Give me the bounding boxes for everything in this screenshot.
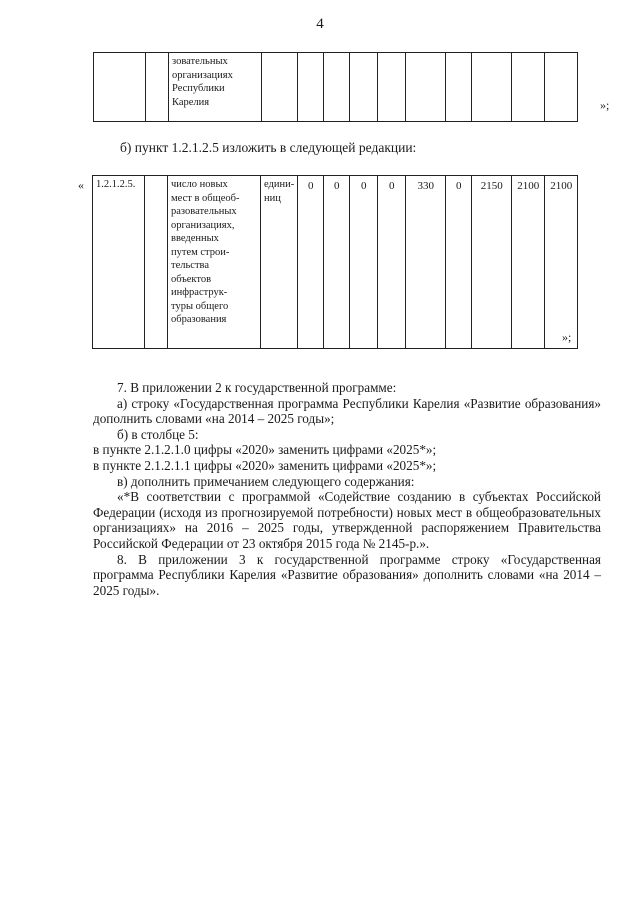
value-cell: 2100	[545, 176, 578, 349]
paragraph-7-note: «*В соответствии с программой «Содействие созданию в субъектах Российской Федерации (исходя из прогнозируемой потребности) новых мест в общеобразовательных организациях» на 2016 – 2025 годы, утвержденной распоряжением Правительства Российской Федерации от 23 октября 2015 года № 2145-р.».	[93, 489, 601, 551]
amendment-text	[93, 380, 601, 598]
indicator-name-cell	[169, 53, 262, 122]
table-cell	[545, 53, 578, 122]
cell-line: Республики	[172, 83, 225, 94]
value-cell: 2150	[472, 176, 512, 349]
paragraph-7b-item-2: в пункте 2.1.2.1.1 цифры «2020» заменить цифрами «2025*»;	[93, 457, 437, 473]
cell-line: Карелия	[172, 96, 210, 108]
value-cell: 0	[378, 176, 406, 349]
table-cell	[298, 53, 324, 122]
table-cell	[446, 53, 472, 122]
value-cell: 0	[350, 176, 378, 349]
value-cell: 0	[324, 176, 350, 349]
paragraph-7c: в) дополнить примечанием следующего содержания:	[117, 473, 415, 489]
unit-cell	[261, 176, 298, 349]
value-cell: 0	[446, 176, 472, 349]
paragraph-7b: б) в столбце 5:	[117, 426, 199, 442]
cell-line: тельства	[171, 260, 210, 271]
table-cell	[512, 53, 545, 122]
close-quote-mark: »;	[562, 330, 572, 344]
cell-line: зовательных	[172, 56, 228, 67]
table-cell	[94, 53, 146, 122]
paragraph-7a: а) строку «Государственная программа Республики Карелия «Развитие образования» дополнить словами «на 2014 – 2025 годы»;	[93, 395, 601, 427]
section-b-heading: б) пункт 1.2.1.2.5 изложить в следующей редакции:	[120, 140, 417, 155]
cell-line: едини-	[264, 179, 295, 190]
cell-line: объектов	[171, 273, 212, 285]
table-cell	[324, 53, 350, 122]
table-row	[93, 176, 578, 349]
cell-line: туры общего	[171, 300, 229, 312]
table-cell	[378, 53, 406, 122]
cell-line: ниц	[264, 192, 281, 204]
code-cell: 1.2.1.2.5.	[93, 176, 145, 349]
table-cell	[406, 53, 446, 122]
close-quote-mark: »;	[600, 98, 610, 112]
cell-line: путем строи-	[171, 246, 230, 258]
cell-line: инфраструк-	[171, 287, 228, 298]
table-row	[94, 53, 578, 122]
table-cell	[350, 53, 378, 122]
paragraph-7: 7. В приложении 2 к государственной программе:	[117, 380, 397, 395]
page-number: 4	[316, 16, 324, 32]
cell-line: мест в общеоб-	[171, 192, 240, 204]
value-cell: 330	[406, 176, 446, 349]
open-quote-mark: «	[78, 178, 84, 192]
table-continuation	[93, 52, 578, 122]
indicator-table	[92, 175, 578, 349]
value-cell: 0	[298, 176, 324, 349]
cell-line: образования	[171, 314, 227, 325]
table-cell	[146, 53, 169, 122]
table-cell	[145, 176, 168, 349]
value-cell: 2100	[512, 176, 545, 349]
cell-line: организациях,	[171, 219, 235, 231]
paragraph-7b-item-1: в пункте 2.1.2.1.0 цифры «2020» заменить цифрами «2025*»;	[93, 442, 437, 458]
cell-line: введенных	[171, 233, 219, 244]
indicator-name-cell	[168, 176, 261, 349]
table-cell	[262, 53, 298, 122]
cell-line: число новых	[171, 179, 228, 190]
paragraph-8: 8. В приложении 3 к государственной программе строку «Государственная программа Республики Карелия «Развитие образования» дополнить словами «на 2014 – 2025 годы».	[93, 551, 601, 598]
table-cell	[472, 53, 512, 122]
cell-line: организациях	[172, 69, 233, 81]
cell-line: разовательных	[171, 206, 237, 217]
